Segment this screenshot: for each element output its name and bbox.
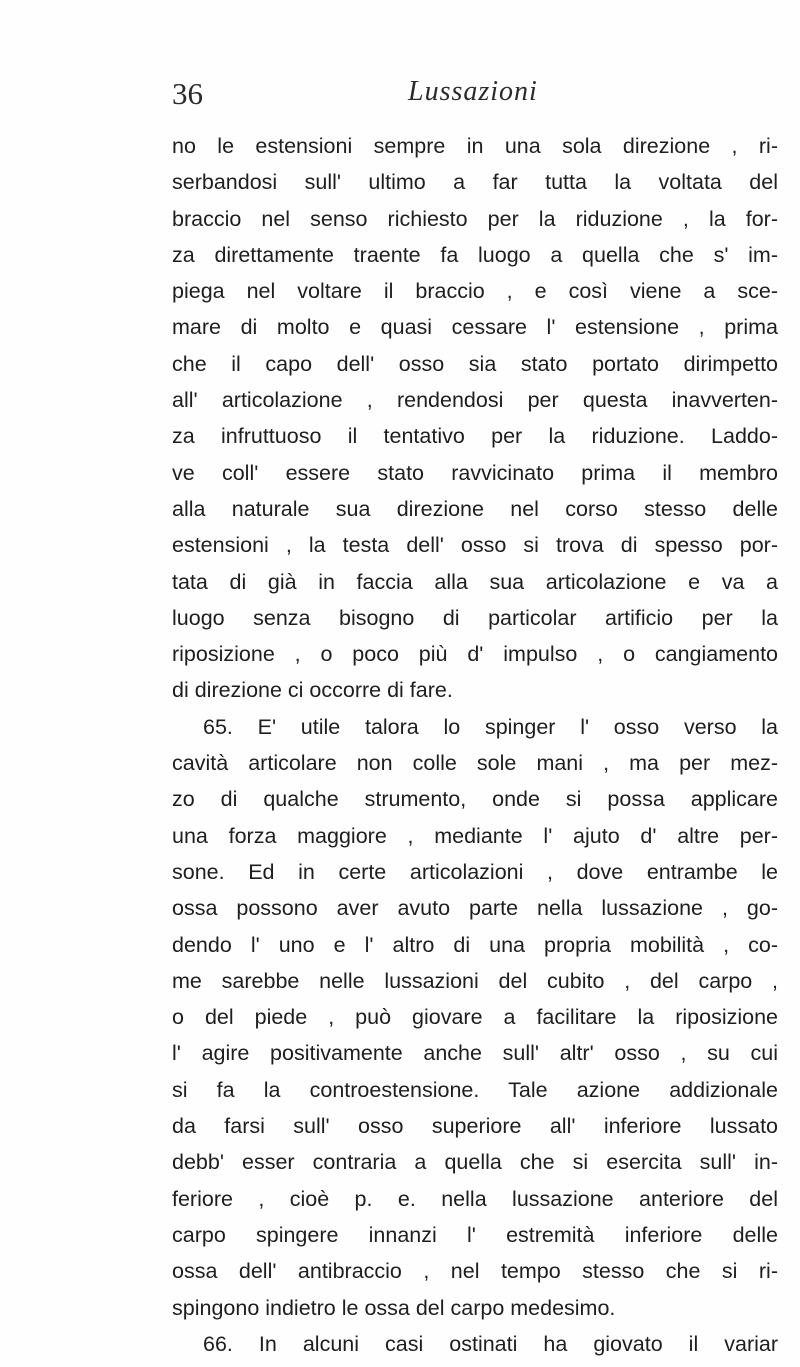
text-line: o del piede , può giovare a facilitare la riposizione: [172, 1005, 778, 1030]
text-line: spingono indietro le ossa del carpo medesimo.: [172, 1295, 616, 1320]
text-line: di direzione ci occorre di fare.: [172, 678, 453, 703]
page-header: [172, 76, 692, 120]
body-text: [172, 128, 778, 1362]
paragraph-start-66: 66. In alcuni casi ostinati ha giovato il variar: [203, 1331, 778, 1356]
text-line: za infruttuoso il tentativo per la riduzione. Laddo-: [172, 424, 778, 449]
text-line: me sarebbe nelle lussazioni del cubito , del carpo ,: [172, 968, 778, 993]
text-line: tata di già in faccia alla sua articolazione e va a: [172, 569, 778, 594]
text-line: dendo l' uno e l' altro di una propria mobilità , co-: [172, 932, 778, 957]
page-number: 36: [172, 76, 203, 111]
text-line: ve coll' essere stato ravvicinato prima il membro: [172, 460, 778, 485]
text-line: riposizione , o poco più d' impulso , o cangiamento: [172, 642, 778, 667]
text-line: che il capo dell' osso sia stato portato dirimpetto: [172, 351, 778, 376]
text-line: una forza maggiore , mediante l' ajuto d' altre per-: [172, 823, 778, 848]
text-line: no le estensioni sempre in una sola direzione , ri-: [172, 134, 778, 158]
text-line: piega nel voltare il braccio , e così viene a sce-: [172, 279, 778, 304]
text-line: debb' esser contraria a quella che si esercita sull' in-: [172, 1150, 778, 1175]
text-line: l' agire positivamente anche sull' altr' osso , su cui: [172, 1041, 778, 1066]
text-line: za direttamente traente fa luogo a quella che s' im-: [172, 242, 778, 267]
text-line: braccio nel senso richiesto per la riduzione , la for-: [172, 206, 778, 231]
text-line: estensioni , la testa dell' osso si trova di spesso por-: [172, 533, 778, 558]
text-line: ossa possono aver avuto parte nella lussazione , go-: [172, 896, 778, 921]
text-line: zo di qualche strumento, onde si possa applicare: [172, 787, 778, 812]
text-line: si fa la controestensione. Tale azione addizionale: [172, 1077, 778, 1102]
text-line: luogo senza bisogno di particolar artificio per la: [172, 605, 778, 630]
text-line: ossa dell' antibraccio , nel tempo stesso che si ri-: [172, 1259, 778, 1284]
text-line: feriore , cioè p. e. nella lussazione anteriore del: [172, 1186, 778, 1211]
text-line: mare di molto e quasi cessare l' estensione , prima: [172, 315, 778, 340]
text-line: da farsi sull' osso superiore all' inferiore lussato: [172, 1114, 778, 1139]
text-line: cavità articolare non colle sole mani , ma per mez-: [172, 751, 778, 776]
text-line: sone. Ed in certe articolazioni , dove entrambe le: [172, 859, 778, 884]
text-line: carpo spingere innanzi l' estremità inferiore delle: [172, 1222, 778, 1247]
text-line: all' articolazione , rendendosi per questa inavverten-: [172, 388, 778, 413]
text-line: alla naturale sua direzione nel corso stesso delle: [172, 496, 778, 521]
running-head: Lussazioni: [408, 76, 538, 107]
text-line: serbandosi sull' ultimo a far tutta la voltata del: [172, 170, 778, 195]
paragraph-start-65: 65. E' utile talora lo spinger l' osso verso la: [203, 714, 778, 739]
